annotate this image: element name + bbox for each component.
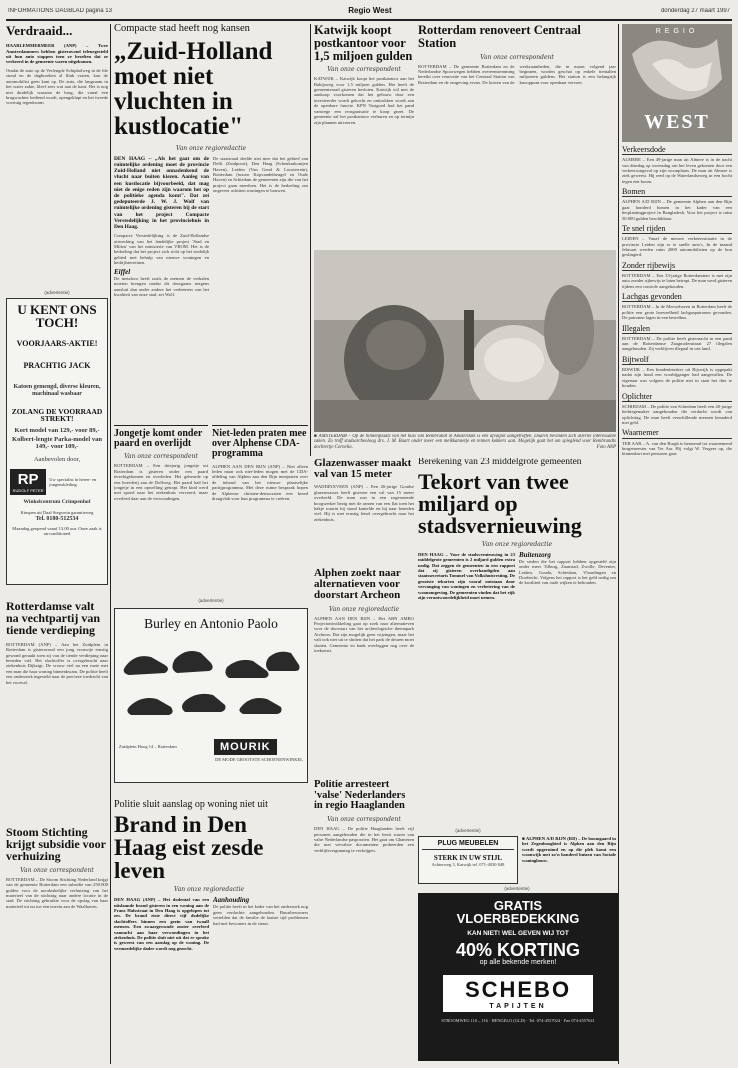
body-text: DEN HAAG – De politie Haaglanden heeft vijf personen aangehouden die in het bezit waren van valse Nederlandse paspoorten. Het gaat om Ghanezen die met vervalste documenten probeerden een verblijfsvergunning te verkrijgen. bbox=[314, 826, 414, 853]
ad-address: Achterweg 3, Katwijk tel. 071-4030 848 bbox=[431, 862, 505, 868]
article-jongetje bbox=[114, 425, 208, 595]
brief-body: ROTTERDAM – In de Merwehaven in Rotterdam heeft de politie een grote hoeveelheid lachgaspatronen gevonden. De patronen lagen in een bestelbus. bbox=[622, 304, 732, 321]
ad-address: Zuidplein Hoog 14 – Rotterdam bbox=[119, 744, 177, 750]
body-text: Omdat de auto op de Verlengde Schipholweg in de file stond en de dagbroeken al flink vasten, kon de automobilist geen kant op. De auto, die langzaam in het water zakte, bleef zeer wat aan de kant. Het is nog niet duidelijk waarom de brug, die vanaf een brugwachter bediend wordt, opengeklapt en het tweede voertuig tegenkwam. bbox=[6, 67, 108, 106]
ad-label: (advertentie) bbox=[44, 290, 70, 295]
byline: Van onze correspondent bbox=[480, 53, 554, 61]
masthead-section: Regio West bbox=[348, 6, 392, 15]
headline: Glazenwasser maakt val van 15 meter bbox=[314, 458, 412, 481]
headline: Tekort van twee miljard op stadsvernieuwing bbox=[418, 468, 582, 538]
body-text: De staatsraad deelde niet mee dat het gebied van Delft (Zuidpoort), Den Haag (Schenkrakonijen Haven), Leiden (Van Gend & Loosterrein), Rotterdam (tussen Kopvandetheugel en Oude Haven) en Schiedam de gemeenten zijn die van het project gaan meedoen. Het is de bedoeling om ongeveer achttien woningen te bouwen. bbox=[213, 155, 308, 194]
schebo-logo: SCHEBO TAPIJTEN bbox=[443, 975, 593, 1012]
lead: DEN HAAG – „Als het gaat om de ruimtelijke ordening moet de provincie Zuid-Holland niet onnadenkend de vlucht naar buiten kiezen. Aanleg van een kustlocatie bijvoorbeeld, dat mag niet de enige reden zijn waarom het op de politieke agenda komt". Dat zei gedeputeerde J. W. J. Wolf van ruimtelijke ordening gisteren bij de start van het project Compacte Verstedelijking in het provinciehuis in Den Haag. bbox=[114, 155, 209, 230]
lead: DEN HAAG (ANP) – Het dodental van een uitslaande brand gisteren in een woning aan de Frans Halsstraat in Den Haag is opgelopen tot zes. De brand eiste direct vijf dodelijke slachtoffers binnen een gezin van twaalf mensen. Een zwaargewonde zuster overleed vannacht aan haar verwondingen in het ziekenhuis. De politie sluit niet uit dat er sprake is geweest van een aanslag op de woning. De vermoedelijke dader wordt nog gezocht. bbox=[114, 897, 209, 951]
ad-line: Kolbert-lengte Parka-model van 149,- voor 109,- bbox=[12, 436, 102, 451]
ad-rudolf-peter bbox=[6, 298, 108, 585]
rudolf-peter-logo: RP RUDOLF PETER bbox=[10, 469, 46, 495]
headline: Rotterdamse valt na vechtpartij van tiende verdieping bbox=[6, 600, 100, 638]
article-valse-nederlanders bbox=[314, 780, 414, 880]
byline: Van onze correspondent bbox=[124, 453, 198, 461]
article-rotterdamse-valt bbox=[6, 600, 108, 822]
byline: Van onze regioredactie bbox=[481, 540, 553, 548]
ad-address: STROOMWEG 110 – 116 · HENGELO (GLD) · Tel. 074-4557024 · Fax 074-4557641 bbox=[441, 1017, 595, 1023]
brief-title: Verkeersdode bbox=[622, 146, 732, 155]
ad-title: Burley en Antonio Paolo bbox=[144, 616, 278, 631]
brief-body: ROTTERDAM – Een 33-jarige Rotterdammer is met zijn auto zonder rijbewijs te laten betrapt. De man werd gisteren tijdens een controle aangehouden. bbox=[622, 272, 732, 289]
headline: „Zuid-Holland moet niet vluchten in kustlocatie" bbox=[114, 37, 273, 140]
headline: Stoom Stichting krijgt subsidie voor verhuizing bbox=[6, 826, 106, 864]
article-tekort bbox=[418, 458, 616, 830]
brief-body: TER AAR – A. van den Burgh is benoemd tot waarnemend burgemeester van Ter Aar. Hij volgt W. Vergeer op, die binnenkort met pensioen gaat. bbox=[622, 440, 732, 457]
headline: Jongetje komt onder paard en overlijdt bbox=[114, 428, 203, 450]
subhead: Buitenzorg bbox=[519, 550, 551, 559]
regio-west-logo bbox=[622, 24, 732, 142]
article-glazenwasser bbox=[314, 458, 414, 566]
column-rule bbox=[110, 24, 111, 1064]
shoes-image bbox=[119, 637, 303, 727]
brief bbox=[622, 188, 732, 221]
brief-title: Bijtwolf bbox=[622, 356, 732, 365]
photo-credit: Foto ANP bbox=[596, 444, 616, 450]
byline: Van onze correspondent bbox=[20, 866, 94, 874]
body-text: De metafoor heeft zoals de mensen de verhalen moeten brengen omdat dit doorgaans nergens aansluit dan onder andere het verbeteren van het kwaliteit van onze stad, zei Wolf. bbox=[114, 275, 209, 297]
subhead: Eiffel bbox=[114, 267, 131, 276]
ad-burley-mourik bbox=[114, 608, 308, 783]
body-text: Compacte Verstedelijking is de Zuid-Hollandse uitwerking van het landelijke project 'Stad en Milieu' van het ministerie van VROM. Het is de bedoeling dat het project zich richt op het stedelijk gebied met behulp van nieuwe woningen en bedrijfsterreinen. bbox=[114, 233, 209, 266]
brand-tagline: DE MODE GROOTSTE SCHOENENWINKEL bbox=[215, 756, 303, 762]
kicker: Berekening van 23 middelgrote gemeenten bbox=[418, 458, 582, 467]
headline: Brand in Den Haag eist zesde leven bbox=[114, 812, 264, 884]
photo-rembrandt-finds bbox=[314, 250, 616, 432]
ad-place: Winkelcentrum Crimpenhof bbox=[23, 499, 91, 506]
masthead-left: INFORMATIONS DAGBLAD pagina 13 bbox=[8, 8, 112, 14]
column-rule bbox=[310, 24, 311, 456]
body-text: KATWIJK – Katwijk koopt het postkantoor aan het Bakijsweg voor 1,5 miljoen gulden. Het heeft de gemeenteraad gisteren besloten. Katwijk wil met de aankoop voorkomen dat het gebouw door een investeerder wordt gekocht en onttrokken wordt aan de openbare functie. KPN Vastgoed had het pand vanwege een reorganisatie te koop gezet. De gemeente zal het postkantoor verhuren en op termijn zijn plannen uitvoeren. bbox=[314, 76, 414, 125]
ad-line: GRATIS bbox=[493, 898, 543, 913]
brief-title: Illegalen bbox=[622, 325, 732, 334]
byline: Van onze regioredactie bbox=[173, 886, 245, 894]
brief bbox=[622, 325, 732, 352]
body-text: ROTTERDAM – De Stoom Stichting Nederland krijgt van de gemeente Rotterdam een subsidie van 250.000 gulden voor de noodzakelijke verhuizing van het materieel van de stichting naar andere locatie in de stad. De stichting gebruikte voor de opslag van haar materieel tot nu toe een terrein aan de Waalhaven. bbox=[6, 876, 108, 909]
sidebar-briefs bbox=[622, 146, 732, 1064]
ad-line: KAN NIET! WEL GEVEN WIJ TOT bbox=[467, 929, 569, 937]
brief-title: Te snel rijden bbox=[622, 225, 732, 234]
headline: Politie arresteert 'valse' Nederlanders in regio Haaglanden bbox=[314, 780, 406, 812]
ad-title: PLUG MEUBELEN bbox=[422, 840, 514, 850]
brief bbox=[622, 429, 732, 456]
article-verdraaid bbox=[6, 24, 108, 274]
article-rotterdam-cs bbox=[418, 24, 616, 248]
subhead: Aanhouding bbox=[213, 896, 250, 905]
logo-tagline: Uw specialist in heren- en jongenskleding bbox=[49, 477, 97, 488]
brief-body: RISWIJK – Een hondenbezitter uit Rijswijk is opgepakt nadat zijn hond een voorbijganger had aangevallen. De eigenaar was volgens de politie niet in staat het dier te houden. bbox=[622, 367, 732, 389]
ad-title: U KENT ONS TOCH! bbox=[17, 302, 97, 331]
logo-west: WEST bbox=[644, 111, 710, 133]
logo-regio: REGIO bbox=[655, 28, 699, 35]
brief bbox=[622, 356, 732, 389]
body-text: ALPHEN AAN DEN RIJN – Het ABN AMRO Projectontwikkeling gaat op zoek naar alternatieven voor de doorstart van het archeologische themapark Archeon. Dat zijn mogelijk geen wijzingen, maar het valt ook niet uit te sluiten dat het park de deuren moet sluiten. Gemeente en bank overleggen nog over de toekomst. bbox=[314, 615, 414, 654]
brief-body: ALPHEN A/D RIJN – De gemeente Alphen aan den Rijn gaat honderd bomen in het kader van een herplantingproject in Bangladesh. Voor het project is ruim 50.000 gulden beschikbaar. bbox=[622, 199, 732, 221]
brief bbox=[622, 393, 732, 426]
ad-line: ZOLANG DE VOORRAAD STREKT! bbox=[11, 406, 103, 424]
body-text: WADDINXVEEN (ANP) – Een 26-jarige Goudse glazenwasser heeft gisteren een val van 15 meter overleefd. De man was in een zogenoemde hoogwerker bezig met de ramen van een flat toen het bakje waarin hij stond kantelde en hij naar beneden viel. Hij is met ernstig letsel overgebracht naar het ziekenhuis. bbox=[314, 484, 414, 522]
body-text: ROTTERDAM – De gemeente Rotterdam en de Nederlandse Spoorwegen hebben overeenstemming bereikt over renovatie van het Centraal Station van Rotterdam en de omgeving ervan. De kosten van de werkzaamheden, die in maart volgend jaar beginnen, worden geschat op enkele tientallen miljoenen guldens. Het station is een belangrijk knooppunt voor openbaar vervoer. bbox=[418, 63, 616, 85]
ad-plug-meubelen bbox=[418, 836, 518, 884]
brief-body: SCHIEDAM – De politie van Schiedam heeft een 40-jarige bedriegemaker aangehouden die verdacht wordt van oplichting. De man heeft verschillende mensen benaderd met geld. bbox=[622, 403, 732, 426]
article-alphen-archeon bbox=[314, 568, 414, 780]
brief-title: Bomen bbox=[622, 188, 732, 197]
brief bbox=[622, 262, 732, 289]
brief-body: LEIDEN – Vanaf de nieuwe verkeerssituatie in de provincie Leiden zijn er te snelle auto's. In de maand februari werden ruim 2000 automobilisten op de bon geslingerd. bbox=[622, 236, 732, 258]
kicker: Politie sluit aanslag op woning niet uit bbox=[114, 800, 268, 810]
ad-line: PRACHTIG JACK bbox=[23, 360, 91, 370]
headline: Katwijk koopt postkantoor voor 1,5 miljoen gulden bbox=[314, 24, 413, 63]
photo-caption: ■ AMSTERDAM – Op de binnenplaats van het huis van Rembrandt in Amsterdam is een afvalpot aangetroffen. Daarin bevinden zich allerlei interessante zaken. Zo troff stadsarcheoloog drs. J. M. Baart onder meer een meikkannetje en tennen kokkers aan. Mogelijk gaat het om spieglend voor Rembrandts dochtertje Cornelia. Foto ANP bbox=[314, 434, 616, 450]
lead: HAARLEMMERMEER (ANP) – Twee Amsterdammers hebben gisteravond teleurgesteld uit hun auto stappen toen ze beseften dat ze verkeerd in de gemeente waren uitgekomen. bbox=[6, 43, 108, 65]
brief-title: Zonder rijbewijs bbox=[622, 262, 732, 271]
ad-line: Katoen gemengd, diverse kleuren, machinaal wasbaar bbox=[13, 383, 101, 397]
masthead-rule bbox=[6, 19, 732, 21]
headline: Rotterdam renoveert Centraal Station bbox=[418, 24, 581, 50]
ad-line: VLOERBEDEKKING bbox=[456, 911, 580, 927]
brief bbox=[622, 146, 732, 184]
ad-label: (advertentie) bbox=[455, 828, 481, 833]
ad-slogan: STERK IN UW STIJL bbox=[433, 854, 503, 863]
ad-line: 40% KORTING bbox=[455, 940, 581, 961]
byline: Van onze correspondent bbox=[327, 66, 401, 74]
body-text: De steden die het rapport hebben opgesteld zijn onder meer Tilburg, Zaanstad, Zwolle, Deventer, Leiden, Gouda, Schiedam, Vlaardingen en Dordrecht. Volgens het rapport is het geld nodig om de kwaliteit van oude wijken te behouden. bbox=[519, 558, 616, 586]
ad-line: Kort model van 129,- voor 89,- bbox=[14, 427, 100, 435]
body-text: De politie heeft in het kader van het onderzoek nog geen verdachte aangehouden. Buurtbewoners vertelden dat de familie de laatste tijd problemen had met bewoners in de straat. bbox=[213, 904, 308, 926]
brief bbox=[622, 225, 732, 258]
body-text: ALPHEN AAN DEN RIJN (ANP) – Niet alleen leden maar ook niet-leden mogen met de CDA-afdeling van Alphen aan den Rijn meepraten over de inhoud van het nieuwe plaatselijke partijprogramma. Met deze ruime bespraak hopen de Alphense christen-democraten een breed draagvlak voor hun programma te creëren. bbox=[212, 463, 308, 501]
headline: Verdraaid... bbox=[6, 24, 73, 38]
article-zuid-holland bbox=[114, 24, 308, 434]
headline: Niet-leden praten mee over Alphense CDA-programma bbox=[212, 428, 307, 460]
article-katwijk bbox=[314, 24, 414, 248]
ad-label: (advertentie) bbox=[198, 598, 224, 603]
mourik-logo: MOURIK bbox=[214, 739, 277, 755]
column-rule bbox=[618, 24, 619, 1064]
brief-alphen-boomgaard: ■ ALPHEN A/D RIJN (RD) – De boomgaard in het Zegenboogbied is Alphen aan den Rijn wordt opgeruimd en op die plek komt een woonwijk met zo'n honderd huizen van Sociale woningbouw. bbox=[522, 836, 616, 863]
ad-line: Aanbevolen door, bbox=[33, 456, 81, 464]
ad-line: op alle bekende merken! bbox=[479, 959, 557, 967]
lead: DEN HAAG – Voor de stadsvernieuwing in 23 middelgrote gemeenten is 2 miljard gulden extra nodig. Dat zeggen de gemeenten in een rapport dat zij gisteren overhandigden aan staatssecretaris Tommel van Volkshuisvesting. De grootste tekorten zijn vooral ontstaan door vervanging van woningen en verbetering van de woonomgeving. De gemeenten vinden dat het rijk zijn verantwoordelijkheid moet nemen. bbox=[418, 551, 515, 600]
brief-body: ALMERE – Een 49-jarige man uit Almere is in de nacht van dinsdag op woensdag om het leven gekomen door een verkeersongeval op zijn woonplaats. De man uit Almere is ziek geweest. Hij reed op de Waterlandseweg in een bocht tegen een boom. bbox=[622, 157, 732, 184]
ad-hours: Maandag geopend vanaf 13.00 uur. Onze zaak is airconditioned bbox=[12, 525, 102, 536]
ad-addr: Kinspen uit Daal Stegwein garantieweg bbox=[20, 510, 94, 516]
ad-phone: Tel. 0180-512534 bbox=[35, 515, 79, 522]
brief-title: Lachgas gevonden bbox=[622, 293, 732, 302]
ad-line: VOORJAARS-AKTIE! bbox=[16, 338, 98, 348]
ad-label: (advertentie) bbox=[504, 886, 530, 891]
article-alphense-cda bbox=[212, 425, 308, 595]
body-text: ROTTERDAM – Een driejarig jongetje uit Rotterdam is gisteren onder een paard terechtgekomen en overleden. Het gebeurde op een boerderij aan de Dollweg. Het paard had het jongetje in een opwelling getrapt. Het kind werd met spoed naar het ziekenhuis vervoerd, maar overleed daar aan de verwondingen. bbox=[114, 463, 208, 501]
body-text: ROTTERDAM (ANP) – Aan het Zuidplein in Rotterdam is gisteravond een jong vrouwtje ernstig gewond geraakt toen zij van de tiende verdieping naar beneden viel. Het slachtoffer is overgebracht naar ziekenhuis Dijkzigt. De vrouw viel na een ruzie met een man die haar woning binnenkwam. De politie heeft een onderzoek ingesteld naar de precieze toedracht van het voorval. bbox=[6, 641, 108, 685]
byline: Van onze regioredactie bbox=[175, 144, 247, 152]
ad-schebo-tapijten bbox=[418, 893, 618, 1061]
brief-body: ROTTERDAM – De politie heeft gisternacht in een pand aan de Rotterdamse Zaagmolenstraat 27 illegalen aangehouden. Zij verblijven illegaal in ons land. bbox=[622, 335, 732, 352]
masthead-date: donderdag 27 maart 1997 bbox=[660, 8, 730, 14]
headline: Alphen zoekt naar alternatieven voor doorstart Archeon bbox=[314, 568, 401, 602]
brief-title: Waarnemer bbox=[622, 429, 732, 438]
byline: Van onze regioredactie bbox=[328, 605, 400, 613]
brief bbox=[622, 293, 732, 320]
kicker: Compacte stad heeft nog kansen bbox=[114, 24, 250, 34]
byline: Van onze correspondent bbox=[327, 816, 401, 824]
article-stoom-stichting bbox=[6, 826, 108, 1062]
brief-title: Oplichter bbox=[622, 393, 732, 402]
